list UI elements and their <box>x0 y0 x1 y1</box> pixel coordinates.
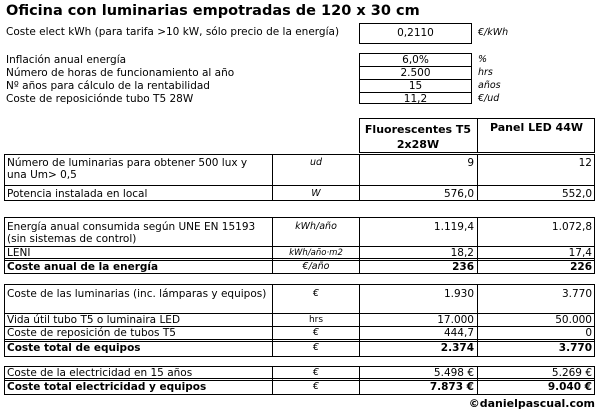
row-fluor-leni: 18,2 <box>450 247 474 259</box>
param-unit-anos: años <box>478 80 501 91</box>
row-unit-vida: hrs <box>308 315 324 325</box>
row-label-reposicion: Coste de reposición de tubos T5 <box>7 327 176 339</box>
row-unit-luminarias: ud <box>309 157 323 168</box>
row-fluor-coste-luminarias: 1.930 <box>443 288 474 300</box>
row-led-luminarias: 12 <box>578 157 592 169</box>
row-led-potencia: 552,0 <box>561 188 592 200</box>
row-unit-total: € <box>312 381 320 392</box>
row-label-energia: Energía anual consumida según UNE EN 15193 (sin sistemas de control) <box>7 221 256 245</box>
row-unit-energia: kWh/año <box>295 221 337 232</box>
param-unit-horas: hrs <box>478 67 493 78</box>
row-led-elec15: 5.269 € <box>551 367 592 379</box>
row-unit-elec15: € <box>312 367 320 378</box>
param-value-reposicion: 11,2 <box>403 93 428 105</box>
row-label-elec15: Coste de la electricidad en 15 años <box>7 367 193 379</box>
footer-credit: ©danielpascual.com <box>468 397 595 410</box>
param-label-reposicion: Coste de reposiciónde tubo T5 28W <box>6 93 194 105</box>
row-unit-coste-luminarias: € <box>312 288 320 299</box>
row-fluor-reposicion: 444,7 <box>443 327 474 339</box>
param-label-horas: Número de horas de funcionamiento al año <box>6 67 235 79</box>
row-fluor-potencia: 576,0 <box>443 188 474 200</box>
row-led-total-equipos: 3.770 <box>558 342 592 354</box>
row-fluor-coste-energia: 236 <box>452 261 474 273</box>
param-label-inflacion: Inflación anual energía <box>6 54 127 66</box>
row-led-coste-energia: 226 <box>570 261 592 273</box>
row-label-leni: LENI <box>7 247 31 259</box>
param-value-coste-kwh: 0,2110 <box>397 27 434 39</box>
row-fluor-vida: 17.000 <box>437 314 474 326</box>
row-label-coste-energia: Coste anual de la energía <box>7 261 159 273</box>
row-fluor-energia: 1.119,4 <box>433 221 474 233</box>
param-value-anos: 15 <box>408 80 423 92</box>
row-unit-reposicion: € <box>312 327 320 338</box>
row-label-total-equipos: Coste total de equipos <box>7 342 141 354</box>
row-unit-coste-energia: €/año <box>302 261 330 272</box>
row-fluor-luminarias: 9 <box>467 157 474 169</box>
row-fluor-total-equipos: 2.374 <box>440 342 474 354</box>
row-label-potencia: Potencia instalada en local <box>7 188 148 200</box>
row-led-leni: 17,4 <box>568 247 592 259</box>
column-header-fluorescentes: Fluorescentes T5 2x28W <box>364 123 472 151</box>
row-unit-total-equipos: € <box>312 342 320 353</box>
row-label-total: Coste total electricidad y equipos <box>7 381 207 393</box>
row-led-coste-luminarias: 3.770 <box>561 288 592 300</box>
row-led-vida: 50.000 <box>555 314 592 326</box>
param-unit-coste-kwh: €/kWh <box>478 27 509 38</box>
row-led-total: 9.040 € <box>547 381 592 393</box>
param-value-inflacion: 6,0% <box>402 54 429 66</box>
column-header-panel-led: Panel LED 44W <box>489 121 583 134</box>
row-fluor-total: 7.873 € <box>429 381 474 393</box>
param-label-anos: Nº años para cálculo de la rentabilidad <box>6 80 210 92</box>
param-unit-inflacion: % <box>478 54 488 65</box>
row-label-vida: Vida útil tubo T5 o luminaira LED <box>7 314 181 326</box>
param-unit-reposicion: €/ud <box>478 93 500 104</box>
row-unit-leni: kWh/año·m2 <box>289 248 343 258</box>
row-led-reposicion: 0 <box>585 327 592 339</box>
row-fluor-elec15: 5.498 € <box>433 367 474 379</box>
row-label-coste-luminarias: Coste de las luminarias (inc. lámparas y equipos) <box>7 288 267 300</box>
row-unit-potencia: W <box>311 188 321 199</box>
param-label-coste-kwh: Coste elect kWh (para tarifa >10 kW, sólo precio de la energía) <box>6 26 340 38</box>
param-value-horas: 2.500 <box>400 67 431 79</box>
page-title: Oficina con luminarias empotradas de 120 x 30 cm <box>6 3 420 19</box>
row-label-luminarias: Número de luminarias para obtener 500 lux y una Um> 0,5 <box>7 157 248 181</box>
row-led-energia: 1.072,8 <box>551 221 592 233</box>
